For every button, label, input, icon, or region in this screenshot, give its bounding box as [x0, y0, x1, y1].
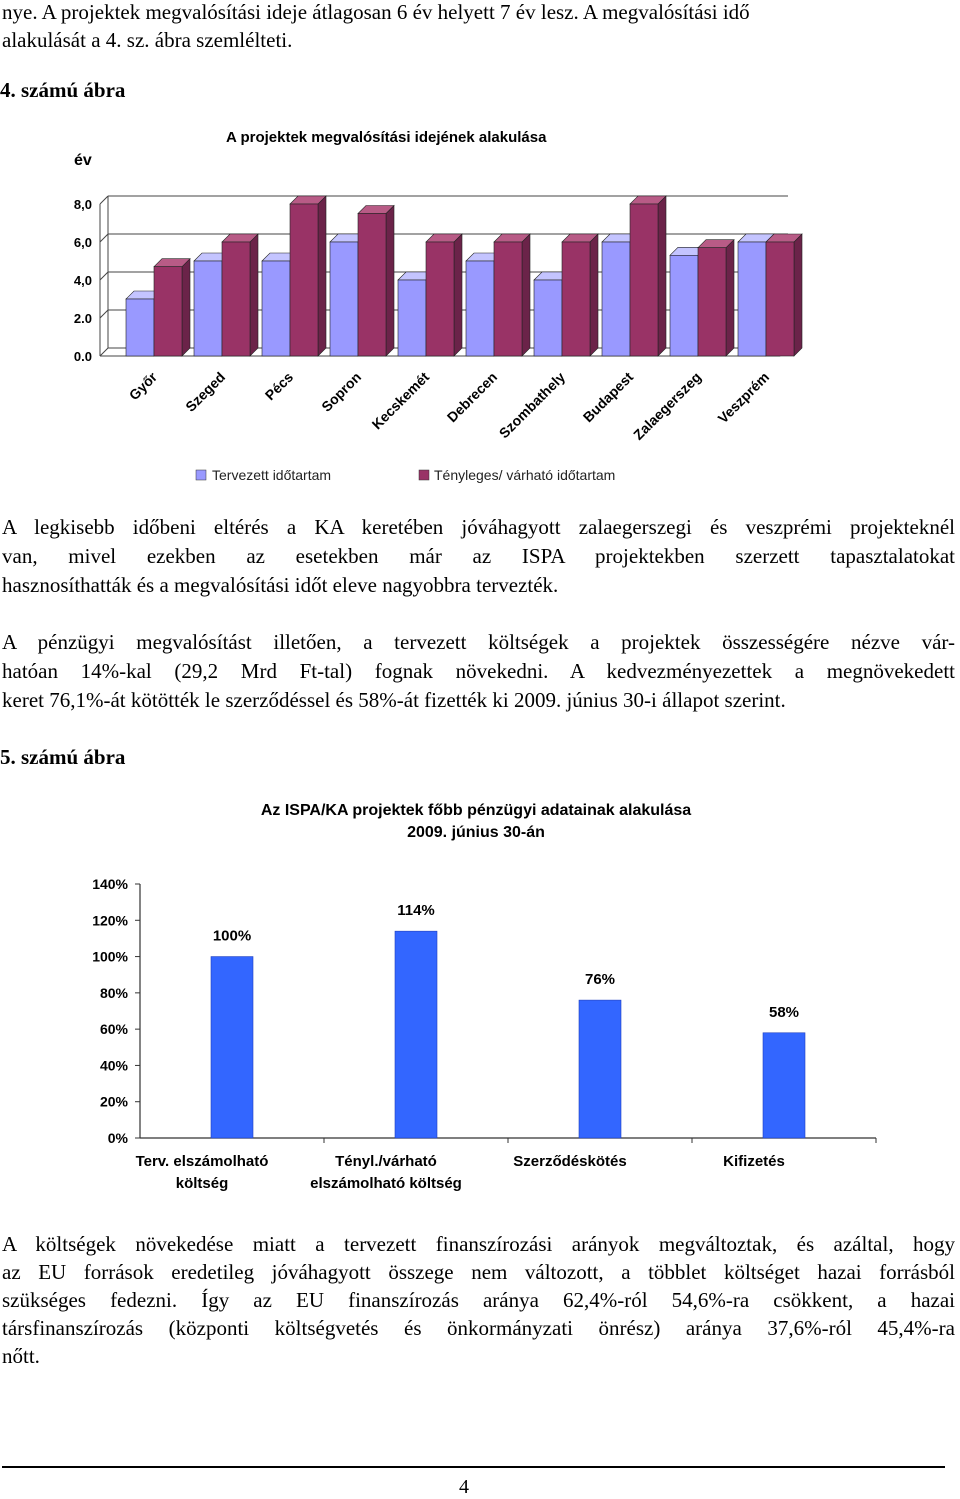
- gridline-diagonal: [100, 234, 108, 242]
- figure-5-title-line-1: Az ISPA/KA projektek főbb pénzügyi adatainak alakulása: [260, 802, 692, 819]
- legend-planned-swatch: [196, 470, 206, 480]
- bar-planned: [670, 255, 698, 356]
- y-tick-label: 0%: [107, 1130, 128, 1146]
- bar-side: [454, 234, 462, 356]
- bar-actual: [154, 267, 182, 356]
- bar-actual: [358, 214, 386, 357]
- y-tick-label: 6,0: [73, 235, 92, 250]
- bar-side: [250, 234, 258, 356]
- bar-actual: [698, 248, 726, 356]
- bar-side: [590, 234, 598, 356]
- page-number: 4: [459, 1476, 469, 1498]
- bar-actual: [426, 242, 454, 356]
- bar-planned: [194, 261, 222, 356]
- bar-planned: [126, 299, 154, 356]
- y-tick-label: 4,0: [73, 273, 92, 288]
- bar-side: [318, 196, 326, 356]
- y-tick-label: 8,0: [73, 197, 92, 212]
- y-tick-label: 40%: [99, 1057, 128, 1074]
- paragraph-3-line-1: A költségek növekedése miatt a tervezett finanszírozási arányok megváltoztak, és azáltal, hogy: [2, 1232, 955, 1256]
- bar-planned: [534, 280, 562, 356]
- bar-side: [182, 259, 190, 356]
- paragraph-3-line-5: nőtt.: [2, 1344, 40, 1368]
- figure-4-chart: [0, 112, 960, 502]
- category-label: Győr: [125, 368, 161, 404]
- y-tick-label: 100%: [92, 948, 128, 965]
- category-label: Pécs: [261, 368, 297, 404]
- paragraph-2-line-3: keret 76,1%-át kötötték le szerződéssel és 58%-át fizették ki 2009. június 30-i állapot szerint.: [2, 688, 786, 712]
- bar-actual: [494, 242, 522, 356]
- bar-side: [522, 234, 530, 356]
- category-label-line-2: költség: [175, 1175, 229, 1192]
- paragraph-3-line-3: szükséges fedezni. Így az EU finanszírozás aránya 62,4%-ról 54,6%-ra csökkent, a hazai: [2, 1288, 955, 1312]
- intro-line-2: alakulását a 4. sz. ábra szemlélteti.: [2, 28, 293, 52]
- bar-value-label: 114%: [397, 902, 435, 920]
- bar-planned: [330, 242, 358, 356]
- bar-actual: [222, 242, 250, 356]
- intro-line-1: nye. A projektek megvalósítási ideje átlagosan 6 év helyett 7 év lesz. A megvalósítási idő: [2, 0, 750, 24]
- figure-5-title-line-2: 2009. június 30-án: [407, 824, 545, 841]
- bar: [211, 957, 253, 1138]
- bar-value-label: 58%: [768, 1003, 800, 1021]
- category-label-line-2: elszámolható költség: [310, 1175, 462, 1192]
- category-label: Kifizetés: [723, 1153, 785, 1170]
- category-label: Tényl./várható: [335, 1153, 437, 1170]
- category-label: Szombathely: [495, 368, 569, 442]
- paragraph-1-line-3: hasznosíthatták és a megvalósítási időt eleve nagyobbra tervezték.: [2, 573, 559, 597]
- bar-side: [726, 240, 734, 356]
- bar-planned: [398, 280, 426, 356]
- bar-planned: [738, 242, 766, 356]
- gridline-diagonal: [100, 310, 108, 318]
- bar-value-label: 76%: [584, 971, 616, 989]
- category-label: Budapest: [579, 368, 637, 426]
- category-label: Szeged: [182, 368, 229, 415]
- footer-rule: [2, 1466, 945, 1468]
- category-label: Terv. elszámolható: [135, 1153, 269, 1170]
- y-tick-label: 0.0: [73, 349, 92, 364]
- bar-actual: [290, 204, 318, 356]
- paragraph-1-line-2: van, mivel ezekben az esetekben már az ISPA projektekben szerzett tapasztalatokat: [2, 544, 955, 568]
- bar-side: [658, 196, 666, 356]
- bar-value-label: 100%: [212, 927, 252, 945]
- bar-actual: [766, 242, 794, 356]
- category-label: Veszprém: [714, 368, 773, 427]
- bar-planned: [262, 261, 290, 356]
- paragraph-1-line-1: A legkisebb időbeni eltérés a KA keretében jóváhagyott zalaegerszegi és veszprémi projekteknél: [2, 515, 955, 539]
- y-tick-label: 60%: [99, 1021, 128, 1038]
- bar-planned: [602, 242, 630, 356]
- gridline-diagonal: [100, 348, 108, 356]
- paragraph-2-line-2: hatóan 14%-kal (29,2 Mrd Ft-tal) fognak növekedni. A kedvezményezettek a megnövekedett: [2, 659, 955, 683]
- bar-side: [794, 234, 802, 356]
- figure-4-y-axis-title: év: [74, 152, 92, 169]
- y-tick-label: 2.0: [73, 311, 92, 326]
- bar: [579, 1000, 621, 1138]
- paragraph-2-line-1: A pénzügyi megvalósítást illetően, a tervezett költségek a projektek összességére nézve vár-: [2, 630, 955, 654]
- figure-4-label: 4. számú ábra: [0, 78, 126, 102]
- bar-actual: [562, 242, 590, 356]
- legend-actual-swatch: [419, 470, 429, 480]
- y-tick-label: 80%: [99, 984, 128, 1001]
- category-label: Kecskemét: [368, 368, 433, 433]
- legend-actual-label: Tényleges/ várható időtartam: [434, 467, 616, 483]
- bar-planned: [466, 261, 494, 356]
- figure-5-chart: [0, 790, 960, 1210]
- category-label: Debrecen: [443, 368, 501, 426]
- bar: [763, 1033, 805, 1138]
- gridline-diagonal: [100, 272, 108, 280]
- gridline-diagonal: [100, 196, 108, 204]
- paragraph-3-line-2: az EU források eredetileg jóváhagyott összege nem változott, a többlet költséget hazai forrásból: [2, 1260, 955, 1284]
- category-label: Zalaegerszeg: [630, 368, 705, 443]
- category-label: Szerződéskötés: [513, 1153, 627, 1170]
- legend-planned-label: Tervezett időtartam: [212, 467, 332, 483]
- figure-5-label: 5. számú ábra: [0, 745, 126, 769]
- bar: [395, 931, 437, 1138]
- figure-4-title: A projektek megvalósítási idejének alakulása: [226, 129, 547, 146]
- paragraph-3-line-4: társfinanszírozás (központi költségvetés és önkormányzati önrész) aránya 37,6%-ról 45,4%-ra: [2, 1316, 955, 1340]
- bar-side: [386, 206, 394, 357]
- y-tick-label: 140%: [92, 876, 128, 892]
- bar-actual: [630, 204, 658, 356]
- y-tick-label: 120%: [92, 912, 128, 929]
- category-label: Sopron: [318, 368, 365, 415]
- y-tick-label: 20%: [99, 1093, 128, 1110]
